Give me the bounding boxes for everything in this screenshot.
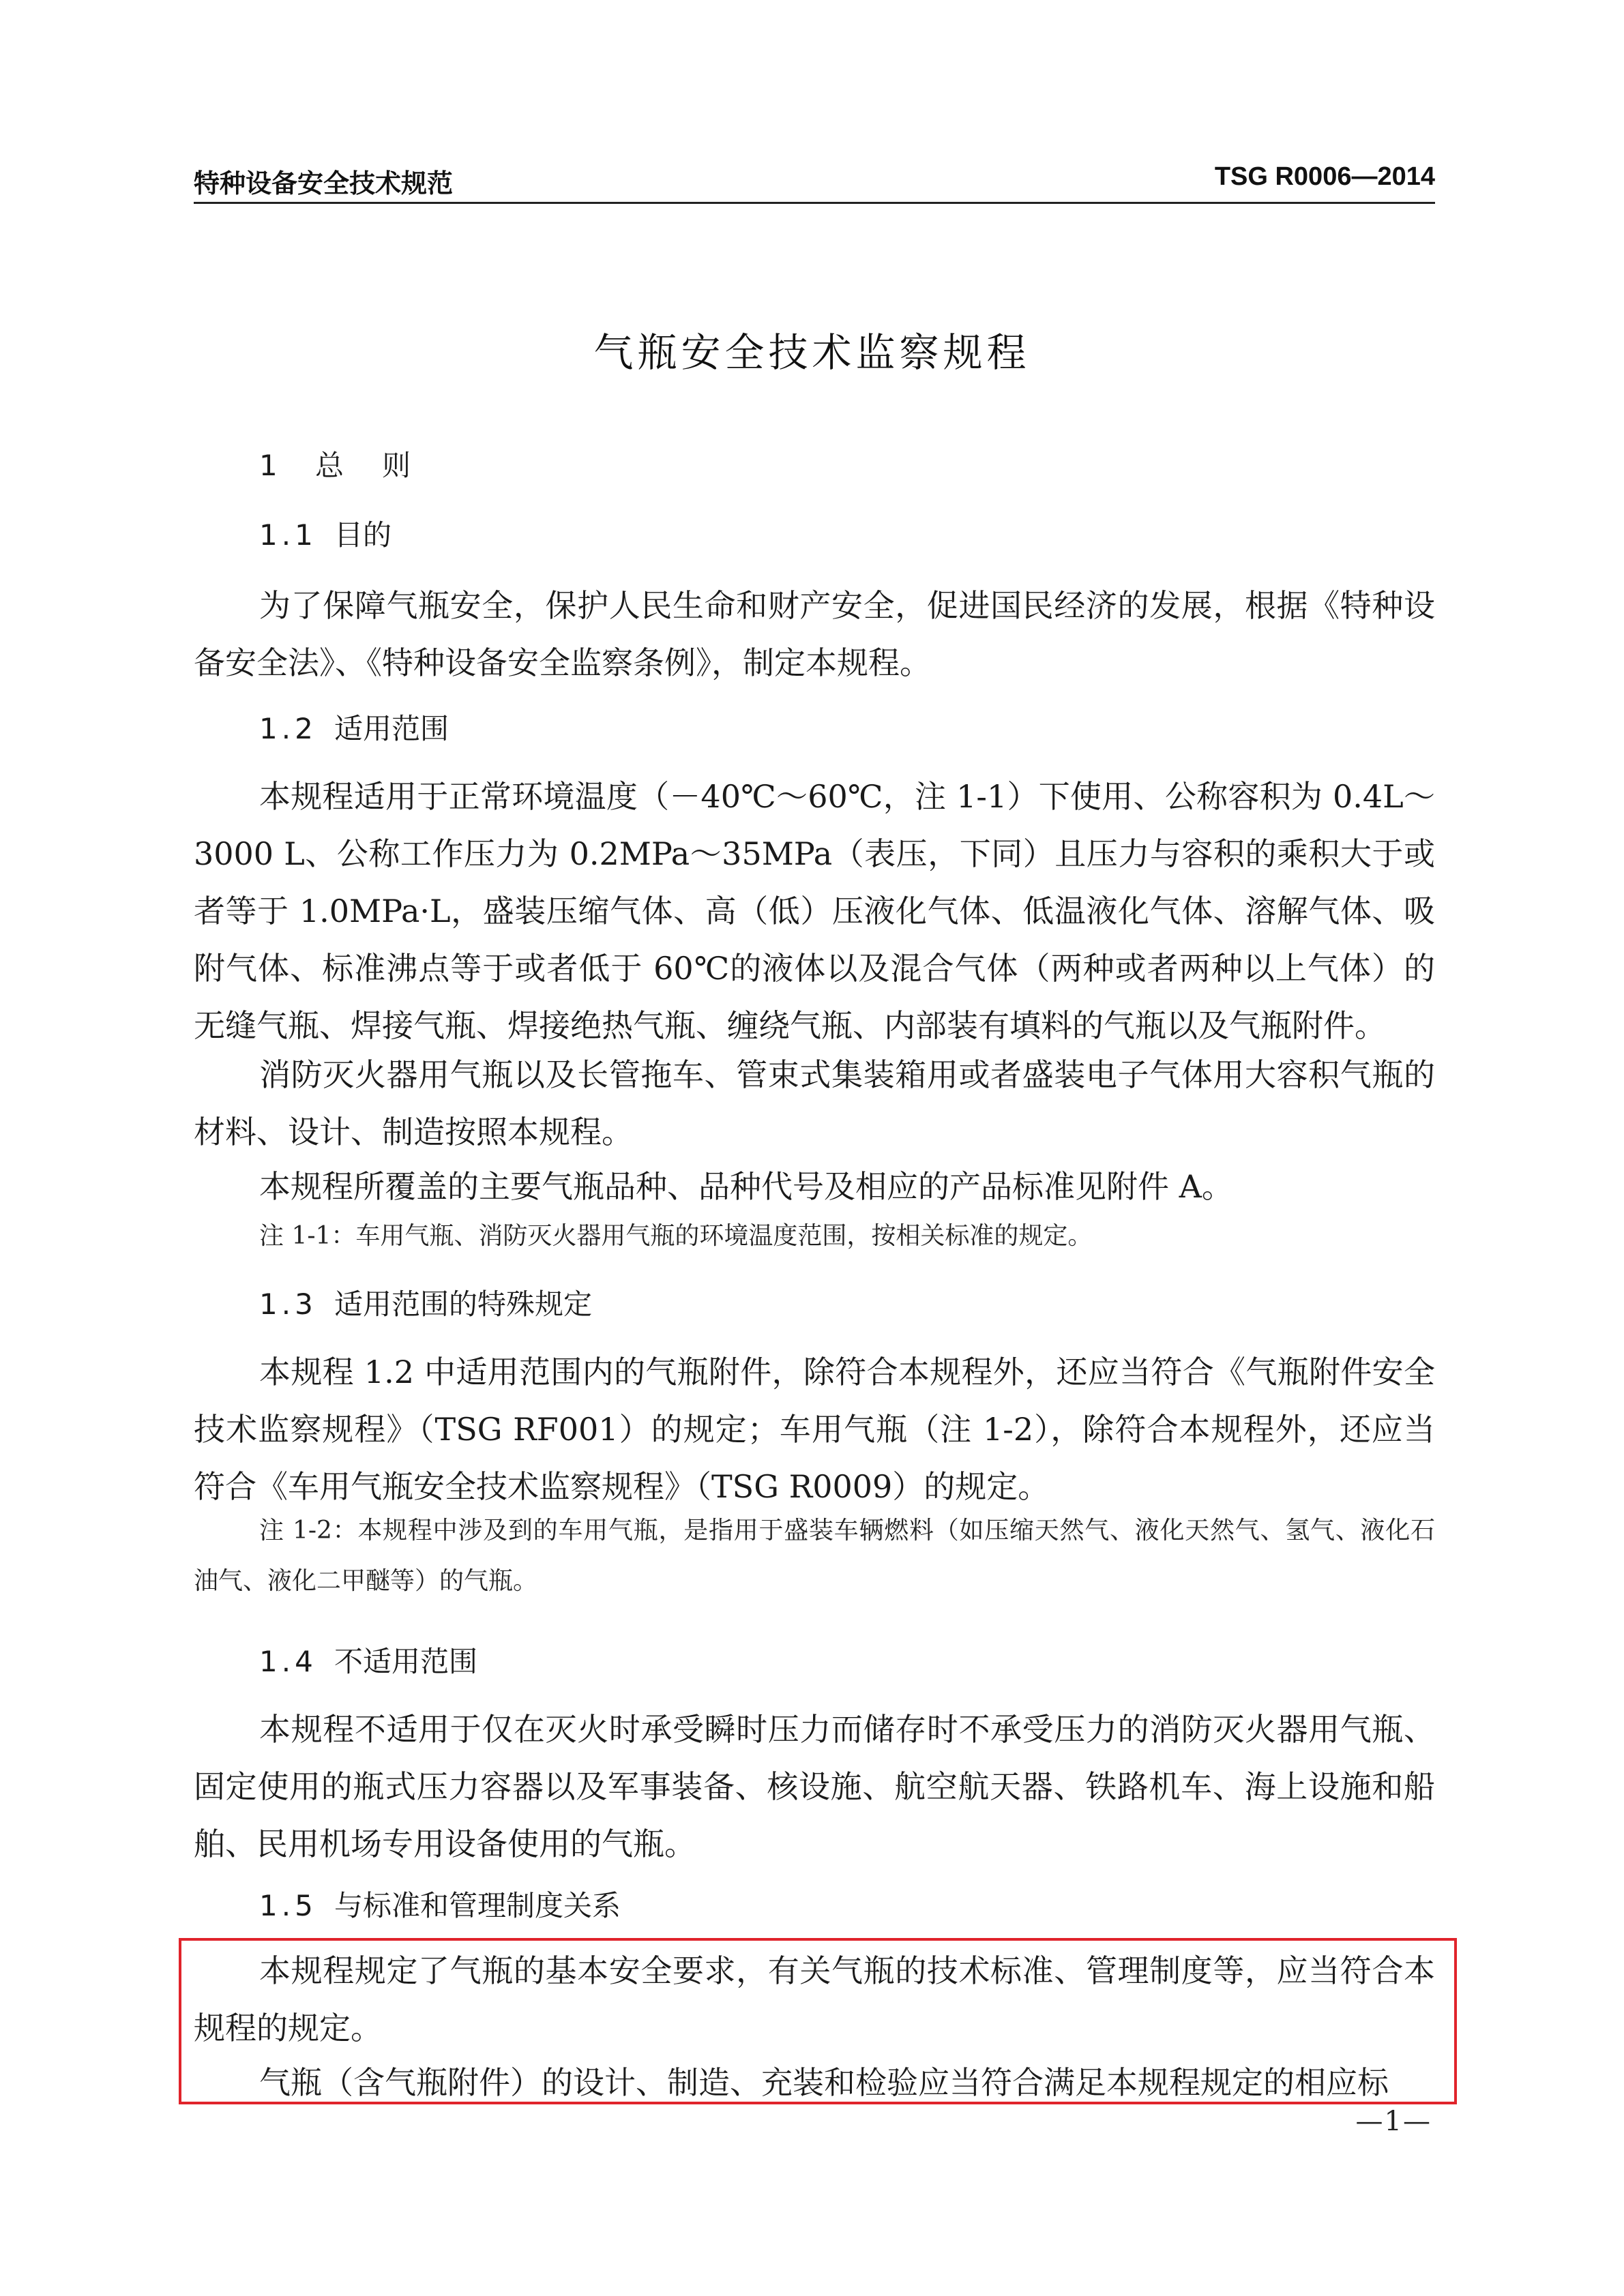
section-title: 目的 (334, 518, 392, 552)
section-number: 1.5 (259, 1889, 317, 1922)
header-standard-code: TSG R0006—2014 (1214, 162, 1435, 191)
section-number: 1.3 (259, 1287, 317, 1321)
paragraph-standards-relationship: 本规程规定了气瓶的基本安全要求，有关气瓶的技术标准、管理制度等，应当符合本规程的规定。 (194, 1952, 1435, 2046)
paragraph-annex-reference: 本规程所覆盖的主要气瓶品种、品种代号及相应的产品标准见附件 A。 (259, 1168, 1233, 1205)
section-title: 不适用范围 (334, 1645, 478, 1678)
running-header (194, 158, 1435, 199)
section-title: 与标准和管理制度关系 (334, 1889, 621, 1922)
chapter-number: 1 (259, 449, 282, 482)
header-series-title: 特种设备安全技术规范 (194, 168, 454, 198)
note-1-2: 注 1-2：本规程中涉及到的车用气瓶，是指用于盛装车辆燃料（如压缩天然气、液化天然气、氢气、液化石油气、液化二甲醚等）的气瓶。 (194, 1517, 1435, 1595)
chapter-heading (259, 443, 449, 484)
paragraph-exclusions: 本规程不适用于仅在灭火时承受瞬时压力而储存时不承受压力的消防灭火器用气瓶、固定使用的瓶式压力容器以及军事装备、核设施、航空航天器、铁路机车、海上设施和船舶、民用机场专用设备使用的气瓶。 (194, 1711, 1435, 1862)
header-rule (194, 202, 1435, 204)
note-1-1: 注 1-1：车用气瓶、消防灭火器用气瓶的环境温度范围，按相关标准的规定。 (259, 1222, 1093, 1250)
paragraph-fire-extinguisher-cylinders: 消防灭火器用气瓶以及长管拖车、管束式集装箱用或者盛装电子气体用大容积气瓶的材料、设计、制造按照本规程。 (194, 1056, 1435, 1150)
chapter-label: 总则 (315, 449, 449, 482)
paragraph-purpose: 为了保障气瓶安全，保护人民生命和财产安全，促进国民经济的发展，根据《特种设备安全法》、《特种设备安全监察条例》，制定本规程。 (194, 587, 1435, 681)
section-heading-1-3 (259, 1282, 592, 1323)
section-heading-1-4 (259, 1639, 477, 1680)
highlight-box (179, 1938, 1457, 2104)
section-heading-1-2 (259, 706, 449, 747)
section-number: 1.4 (259, 1645, 317, 1678)
paragraph-special-provisions: 本规程 1.2 中适用范围内的气瓶附件，除符合本规程外，还应当符合《气瓶附件安全技术监察规程》（TSG RF001）的规定；车用气瓶（注 1-2），除符合本规程外，还应当符合《车用气瓶安全技术监察规程》（TSG R0009）的规定。 (194, 1354, 1435, 1505)
paragraph-scope: 本规程适用于正常环境温度（－40℃～60℃，注 1-1）下使用、公称容积为 0.4L～3000 L、公称工作压力为 0.2MPa～35MPa（表压，下同）且压力与容积的乘积大于或者等于 1.0MPa·L，盛装压缩气体、高（低）压液化气体、低温液化气体、溶解气体、吸附气体、标准沸点等于或者低于 60℃的液体以及混合气体（两种或者两种以上气体）的无缝气瓶、焊接气瓶、焊接绝热气瓶、缠绕气瓶、内部装有填料的气瓶以及气瓶附件。 (194, 778, 1435, 1044)
section-title: 适用范围 (334, 712, 449, 745)
page-number: —1— (1355, 2106, 1432, 2137)
section-heading-1-1 (259, 513, 392, 554)
section-heading-1-5 (259, 1883, 621, 1924)
section-number: 1.2 (259, 712, 317, 745)
section-title: 适用范围的特殊规定 (334, 1287, 593, 1321)
paragraph-design-manufacture: 气瓶（含气瓶附件）的设计、制造、充装和检验应当符合满足本规程规定的相应标 (259, 2064, 1389, 2101)
section-number: 1.1 (259, 518, 317, 552)
document-title: 气瓶安全技术监察规程 (593, 329, 1031, 376)
